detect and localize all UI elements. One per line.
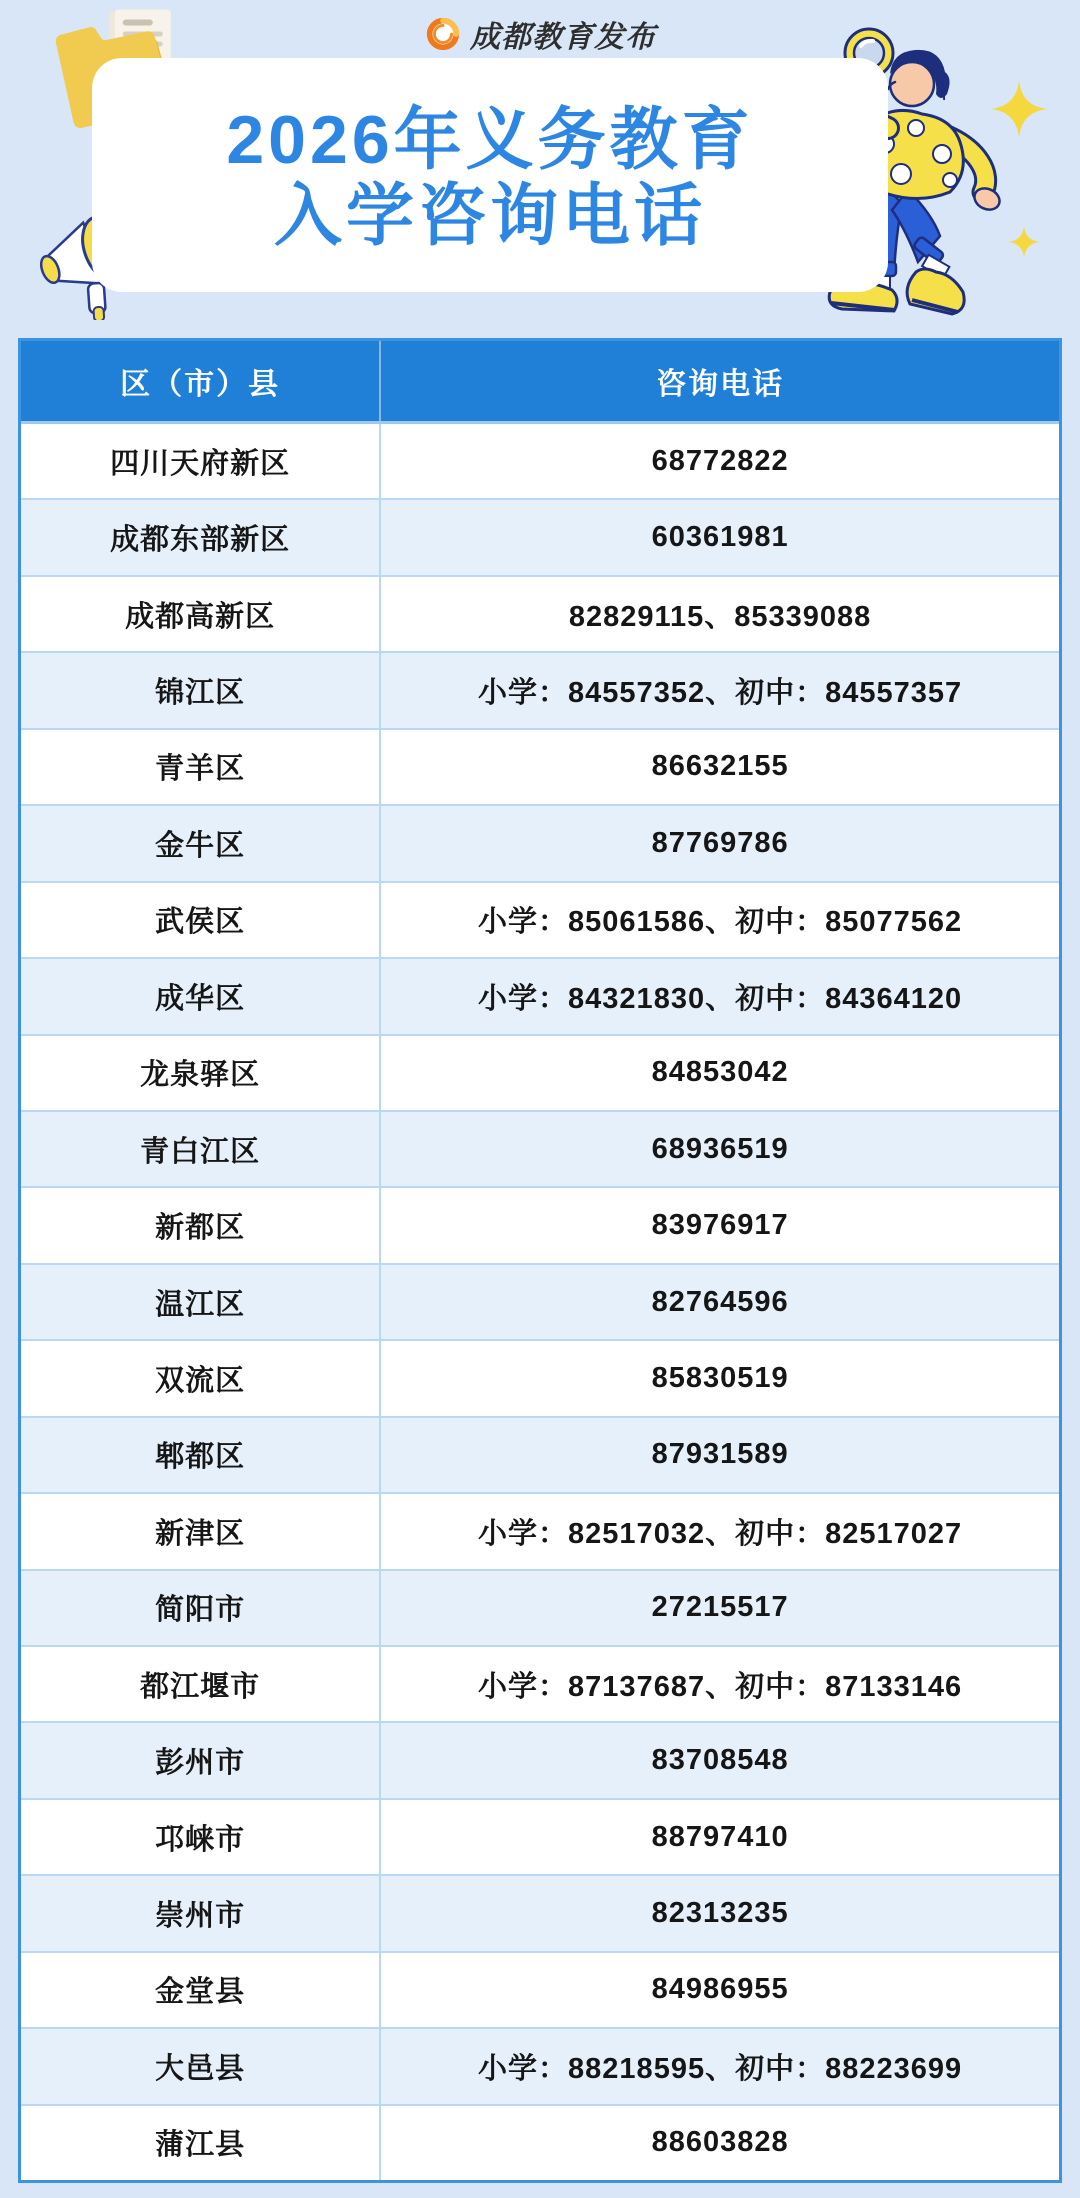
district-cell: 蒲江县 bbox=[21, 2106, 381, 2180]
table-row bbox=[21, 1263, 1059, 1339]
phone-cell: 小学：84557352、初中：84557357 bbox=[478, 677, 963, 710]
district-cell: 锦江区 bbox=[21, 653, 381, 727]
phone-cell: 小学：82517032、初中：82517027 bbox=[478, 1517, 963, 1550]
phone-cell: 27215517 bbox=[651, 1591, 789, 1624]
table-row bbox=[21, 498, 1059, 574]
district-cell: 彭州市 bbox=[21, 1723, 381, 1797]
district-cell: 邛崃市 bbox=[21, 1800, 381, 1874]
table-row bbox=[21, 651, 1059, 727]
district-cell: 双流区 bbox=[21, 1341, 381, 1415]
district-cell: 郫都区 bbox=[21, 1418, 381, 1492]
district-cell: 都江堰市 bbox=[21, 1647, 381, 1721]
phone-cell: 84986955 bbox=[651, 1973, 789, 2006]
phone-cell: 85830519 bbox=[651, 1361, 789, 1394]
phone-cell: 小学：88218595、初中：88223699 bbox=[478, 2052, 963, 2085]
phone-cell: 68936519 bbox=[651, 1132, 789, 1165]
logo-swirl-icon bbox=[424, 15, 462, 53]
table-row bbox=[21, 1721, 1059, 1797]
header-phone: 咨询电话 bbox=[656, 368, 785, 401]
table-row bbox=[21, 424, 1059, 498]
phone-cell: 87931589 bbox=[651, 1438, 789, 1471]
phone-cell: 83708548 bbox=[651, 1744, 789, 1777]
table-body bbox=[21, 424, 1059, 2180]
phone-cell: 小学：85061586、初中：85077562 bbox=[478, 906, 963, 939]
phone-cell: 87769786 bbox=[651, 826, 789, 859]
page-title-line2: 入学咨询电话 bbox=[273, 178, 706, 254]
district-cell: 青羊区 bbox=[21, 730, 381, 804]
district-cell: 成都东部新区 bbox=[21, 500, 381, 574]
sparkle-icon bbox=[990, 80, 1048, 138]
table-header-row bbox=[21, 341, 1059, 424]
district-cell: 金堂县 bbox=[21, 1953, 381, 2027]
table-row bbox=[21, 1798, 1059, 1874]
table-row bbox=[21, 1569, 1059, 1645]
phone-cell: 88603828 bbox=[651, 2126, 789, 2159]
table-row bbox=[21, 1874, 1059, 1950]
sparkle-icon bbox=[1008, 226, 1040, 258]
phone-cell: 小学：87137687、初中：87133146 bbox=[478, 1670, 963, 1703]
table-row bbox=[21, 2104, 1059, 2180]
phone-cell: 小学：84321830、初中：84364120 bbox=[478, 982, 963, 1015]
table-row bbox=[21, 804, 1059, 880]
phone-cell: 82313235 bbox=[651, 1897, 789, 1930]
table-row bbox=[21, 1339, 1059, 1415]
district-cell: 温江区 bbox=[21, 1265, 381, 1339]
table-row bbox=[21, 881, 1059, 957]
phone-table bbox=[18, 338, 1062, 2183]
page-title-line1: 2026年义务教育 bbox=[226, 101, 754, 178]
table-row bbox=[21, 1186, 1059, 1262]
district-cell: 新都区 bbox=[21, 1188, 381, 1262]
district-cell: 龙泉驿区 bbox=[21, 1036, 381, 1110]
district-cell: 成华区 bbox=[21, 959, 381, 1033]
table-row bbox=[21, 1110, 1059, 1186]
district-cell: 武侯区 bbox=[21, 883, 381, 957]
district-cell: 简阳市 bbox=[21, 1571, 381, 1645]
table-row bbox=[21, 2027, 1059, 2103]
title-card bbox=[92, 58, 888, 292]
district-cell: 青白江区 bbox=[21, 1112, 381, 1186]
table-row bbox=[21, 1034, 1059, 1110]
header-district: 区（市）县 bbox=[21, 341, 381, 421]
phone-cell: 68772822 bbox=[651, 444, 789, 477]
district-cell: 崇州市 bbox=[21, 1876, 381, 1950]
table-row bbox=[21, 728, 1059, 804]
district-cell: 大邑县 bbox=[21, 2029, 381, 2103]
table-row bbox=[21, 957, 1059, 1033]
table-row bbox=[21, 1951, 1059, 2027]
district-cell: 新津区 bbox=[21, 1494, 381, 1568]
phone-cell: 83976917 bbox=[651, 1209, 789, 1242]
phone-cell: 88797410 bbox=[651, 1820, 789, 1853]
table-row bbox=[21, 575, 1059, 651]
phone-cell: 60361981 bbox=[651, 521, 789, 554]
phone-cell: 84853042 bbox=[651, 1056, 789, 1089]
phone-cell: 82829115、85339088 bbox=[568, 600, 872, 633]
publisher-name: 成都教育发布 bbox=[470, 21, 656, 54]
district-cell: 四川天府新区 bbox=[21, 424, 381, 498]
district-cell: 金牛区 bbox=[21, 806, 381, 880]
phone-cell: 82764596 bbox=[651, 1285, 789, 1318]
table-row bbox=[21, 1416, 1059, 1492]
district-cell: 成都高新区 bbox=[21, 577, 381, 651]
table-row bbox=[21, 1492, 1059, 1568]
phone-cell: 86632155 bbox=[651, 750, 789, 783]
table-row bbox=[21, 1645, 1059, 1721]
